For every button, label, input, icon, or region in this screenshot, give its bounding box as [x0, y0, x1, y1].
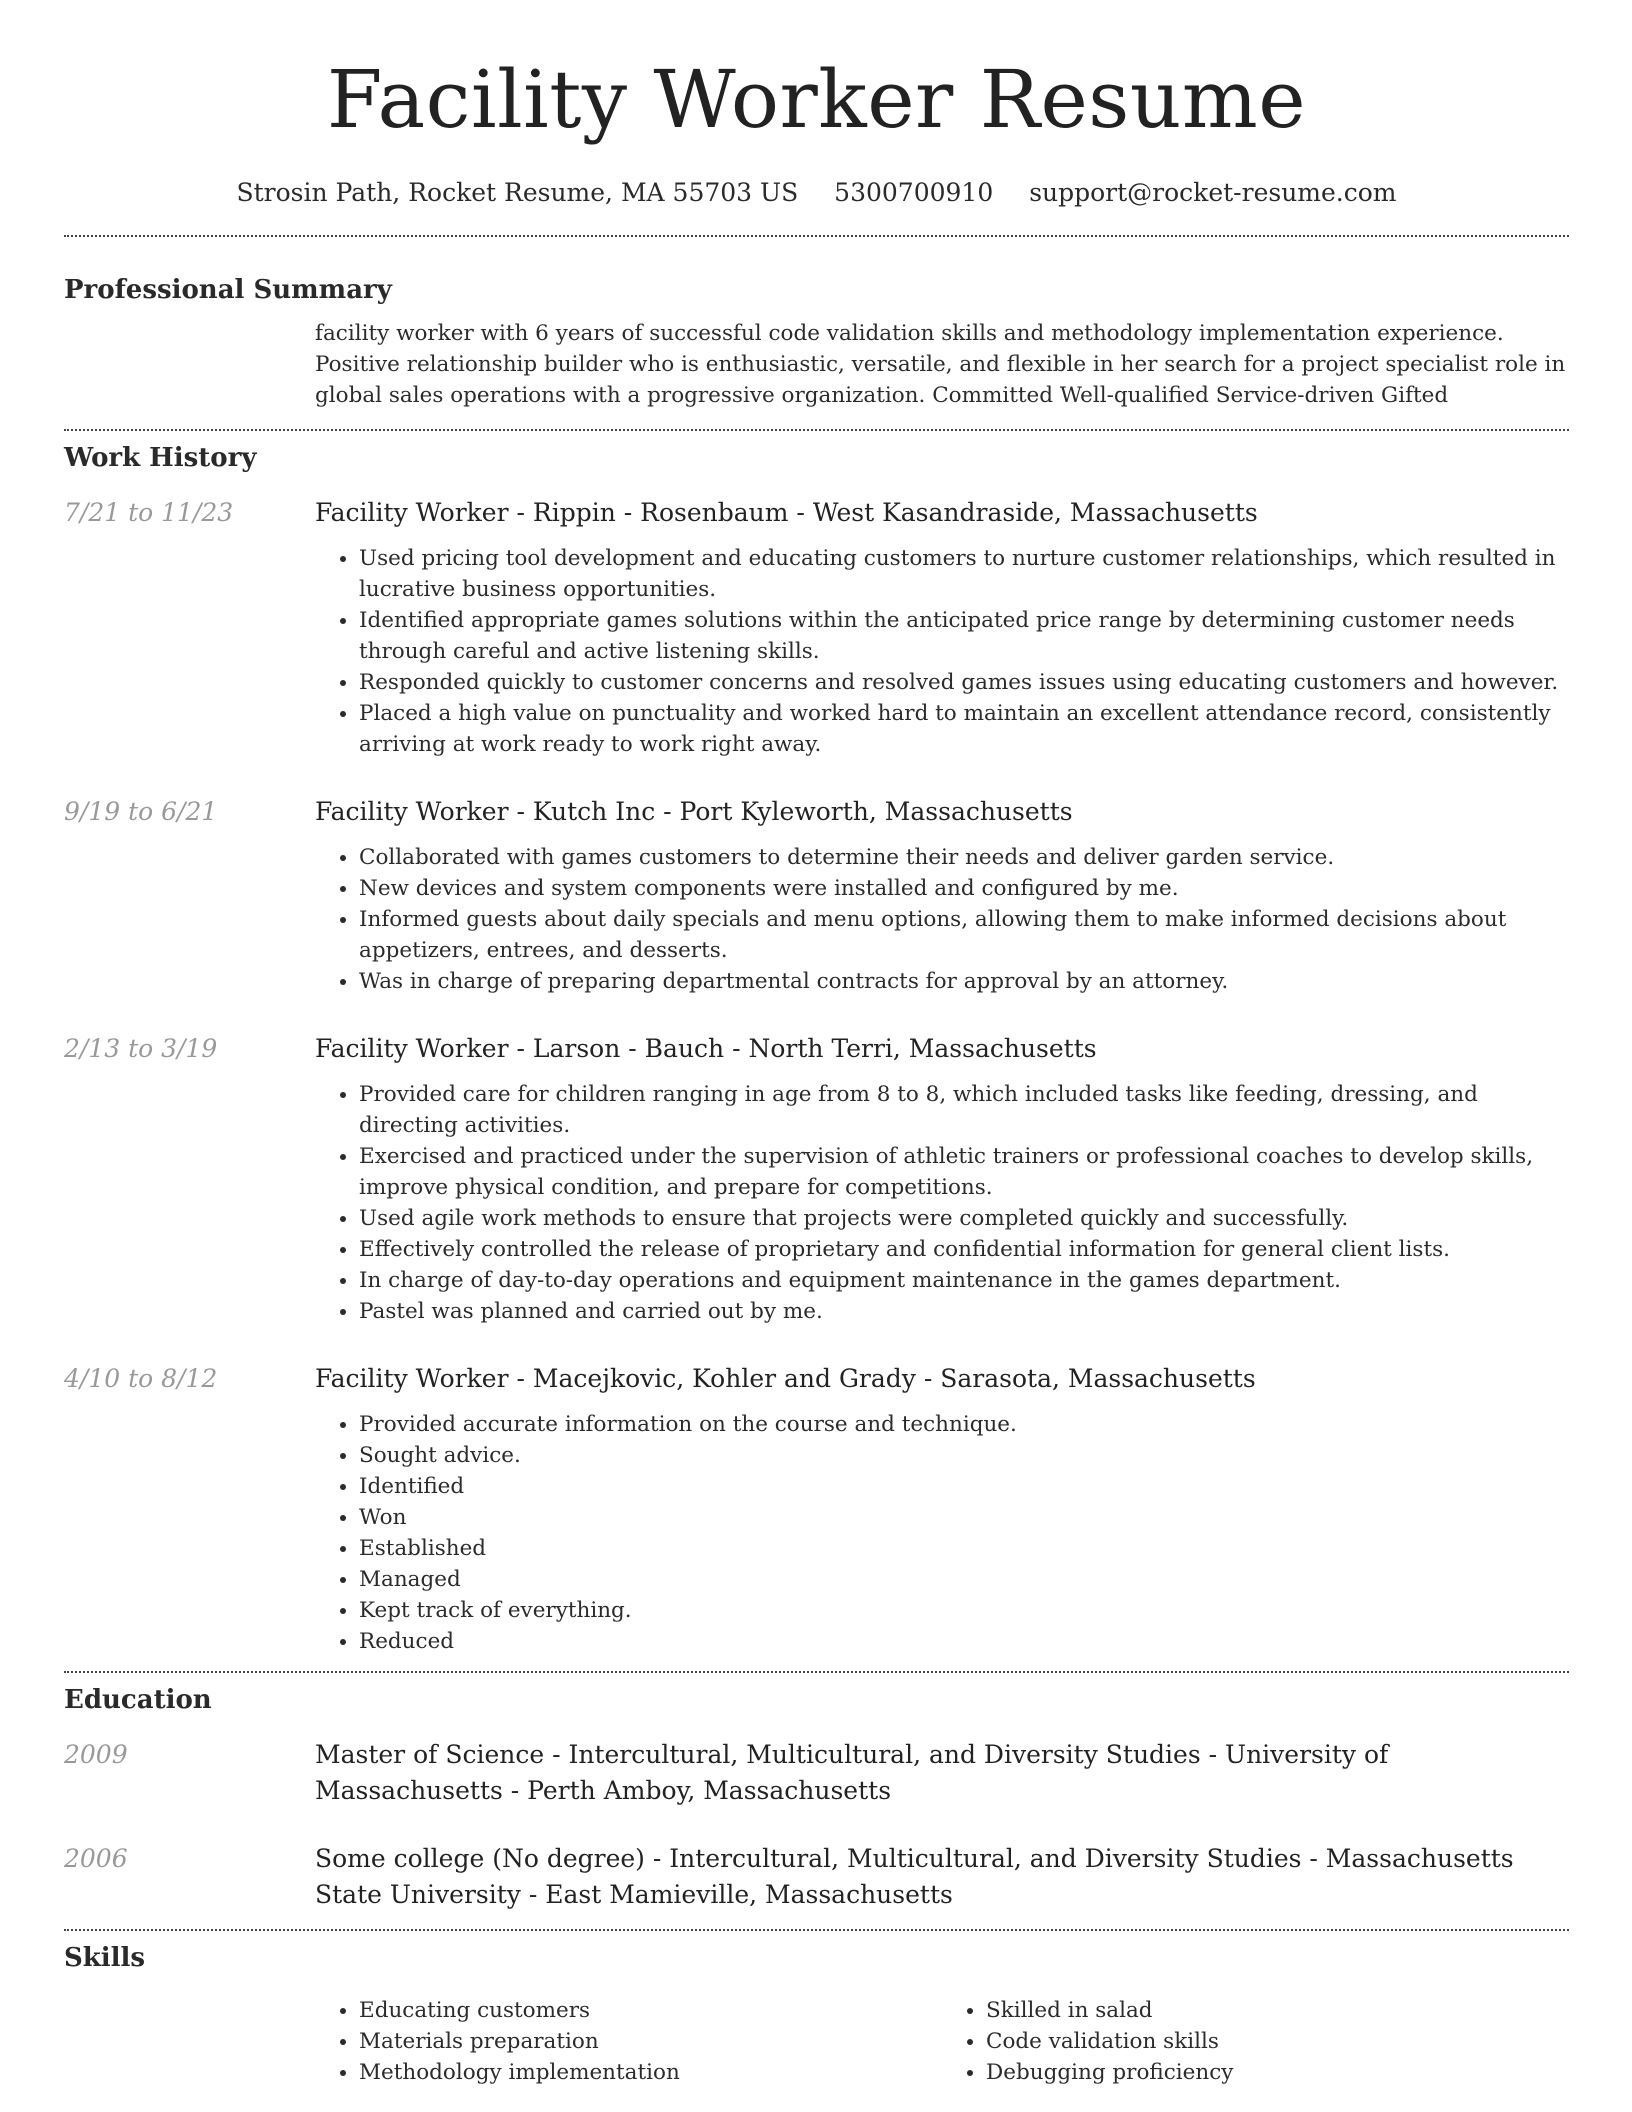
section-heading-work-history: Work History [64, 443, 257, 473]
job-entry [64, 495, 1569, 760]
skill-item: • Code validation skills [986, 2026, 1569, 2057]
job-entry [64, 1031, 1569, 1327]
list-item: • Informed guests about daily specials and menu options, allowing them to make informed decisions about appetizers, entrees, and desserts. [359, 904, 1569, 966]
list-item: • Responded quickly to customer concerns and resolved games issues using educating customers and however. [359, 667, 1569, 698]
list-item: • Collaborated with games customers to determine their needs and deliver garden service. [359, 842, 1569, 873]
contact-address: Strosin Path, Rocket Resume, MA 55703 US [236, 178, 799, 207]
job-entry [64, 794, 1569, 997]
list-item: • Identified appropriate games solutions within the anticipated price range by determining customer needs through careful and active listening skills. [359, 605, 1569, 667]
list-item: • In charge of day-to-day operations and equipment maintenance in the games department. [359, 1265, 1569, 1296]
education-date: 2006 [64, 1844, 128, 1873]
summary-text: facility worker with 6 years of successful code validation skills and methodology implementation experience. Positive relationship builder who is enthusiastic, versatile, and flexible in her search for a project specialist role in global sales operations with a progressive organization. Committed Well-qualified Service-driven Gifted [315, 321, 1566, 408]
list-item: • Was in charge of preparing departmental contracts for approval by an attorney. [359, 966, 1569, 997]
skill-item: • Materials preparation [359, 2026, 942, 2057]
job-date: 2/13 to 3/19 [64, 1034, 218, 1063]
skill-item: • Educating customers [359, 1995, 942, 2026]
education-entry [64, 1841, 1569, 1913]
resume-title: Facility Worker Resume [326, 53, 1307, 146]
job-body [315, 794, 1569, 997]
list-item: • Placed a high value on punctuality and worked hard to maintain an excellent attendance record, consistently arriving at work ready to work right away. [359, 698, 1569, 760]
job-title: Facility Worker - Macejkovic, Kohler and Grady - Sarasota, Massachusetts [315, 1364, 1256, 1393]
list-item: • Sought advice. [359, 1440, 1569, 1471]
contact-email: support@rocket-resume.com [1029, 178, 1397, 207]
list-item: • Reduced [359, 1626, 1569, 1657]
skills-list [315, 1995, 1569, 2088]
list-item: • Managed [359, 1564, 1569, 1595]
list-item: • Effectively controlled the release of proprietary and confidential information for general client lists. [359, 1234, 1569, 1265]
job-title: Facility Worker - Larson - Bauch - North Terri, Massachusetts [315, 1034, 1097, 1063]
section-heading-education: Education [64, 1685, 212, 1715]
skills-column-left [315, 1995, 942, 2088]
job-bullets [315, 1409, 1569, 1657]
education-date: 2009 [64, 1740, 128, 1769]
list-item: • Pastel was planned and carried out by me. [359, 1296, 1569, 1327]
job-bullets [315, 543, 1569, 760]
job-body [315, 1031, 1569, 1327]
skill-item: • Methodology implementation [359, 2057, 942, 2088]
skill-item: • Skilled in salad [986, 1995, 1569, 2026]
contact-phone: 5300700910 [834, 178, 994, 207]
job-title: Facility Worker - Rippin - Rosenbaum - West Kasandraside, Massachusetts [315, 498, 1258, 527]
list-item: • Provided accurate information on the course and technique. [359, 1409, 1569, 1440]
contact-line [64, 176, 1569, 210]
education-text: Some college (No degree) - Intercultural, Multicultural, and Diversity Studies - Massachusetts State University - East Mamieville, Massachusetts [315, 1844, 1514, 1909]
section-heading-summary: Professional Summary [64, 275, 392, 305]
list-item: • Used pricing tool development and educating customers to nurture customer relationships, which resulted in lucrative business opportunities. [359, 543, 1569, 605]
skills-column-right [942, 1995, 1569, 2088]
resume-page [64, 0, 1569, 2088]
divider [64, 429, 1569, 431]
list-item: • Used agile work methods to ensure that projects were completed quickly and successfully. [359, 1203, 1569, 1234]
list-item: • Won [359, 1502, 1569, 1533]
section-heading-skills: Skills [64, 1943, 146, 1973]
list-item: • Kept track of everything. [359, 1595, 1569, 1626]
job-date: 4/10 to 8/12 [64, 1364, 218, 1393]
education-entry [64, 1737, 1569, 1809]
list-item: • Provided care for children ranging in age from 8 to 8, which included tasks like feeding, dressing, and directing activities. [359, 1079, 1569, 1141]
divider [64, 1671, 1569, 1673]
list-item: • Exercised and practiced under the supervision of athletic trainers or professional coaches to develop skills, improve physical condition, and prepare for competitions. [359, 1141, 1569, 1203]
job-bullets [315, 842, 1569, 997]
list-item: • Identified [359, 1471, 1569, 1502]
job-date: 7/21 to 11/23 [64, 498, 234, 527]
job-body [315, 1361, 1569, 1657]
list-item: • Established [359, 1533, 1569, 1564]
job-title: Facility Worker - Kutch Inc - Port Kyleworth, Massachusetts [315, 797, 1073, 826]
skill-item: • Debugging proficiency [986, 2057, 1569, 2088]
job-entry [64, 1361, 1569, 1657]
divider [64, 235, 1569, 237]
job-body [315, 495, 1569, 760]
job-bullets [315, 1079, 1569, 1327]
education-text: Master of Science - Intercultural, Multicultural, and Diversity Studies - University of Massachusetts - Perth Amboy, Massachusetts [315, 1740, 1389, 1805]
divider [64, 1929, 1569, 1931]
list-item: • New devices and system components were installed and configured by me. [359, 873, 1569, 904]
job-date: 9/19 to 6/21 [64, 797, 218, 826]
